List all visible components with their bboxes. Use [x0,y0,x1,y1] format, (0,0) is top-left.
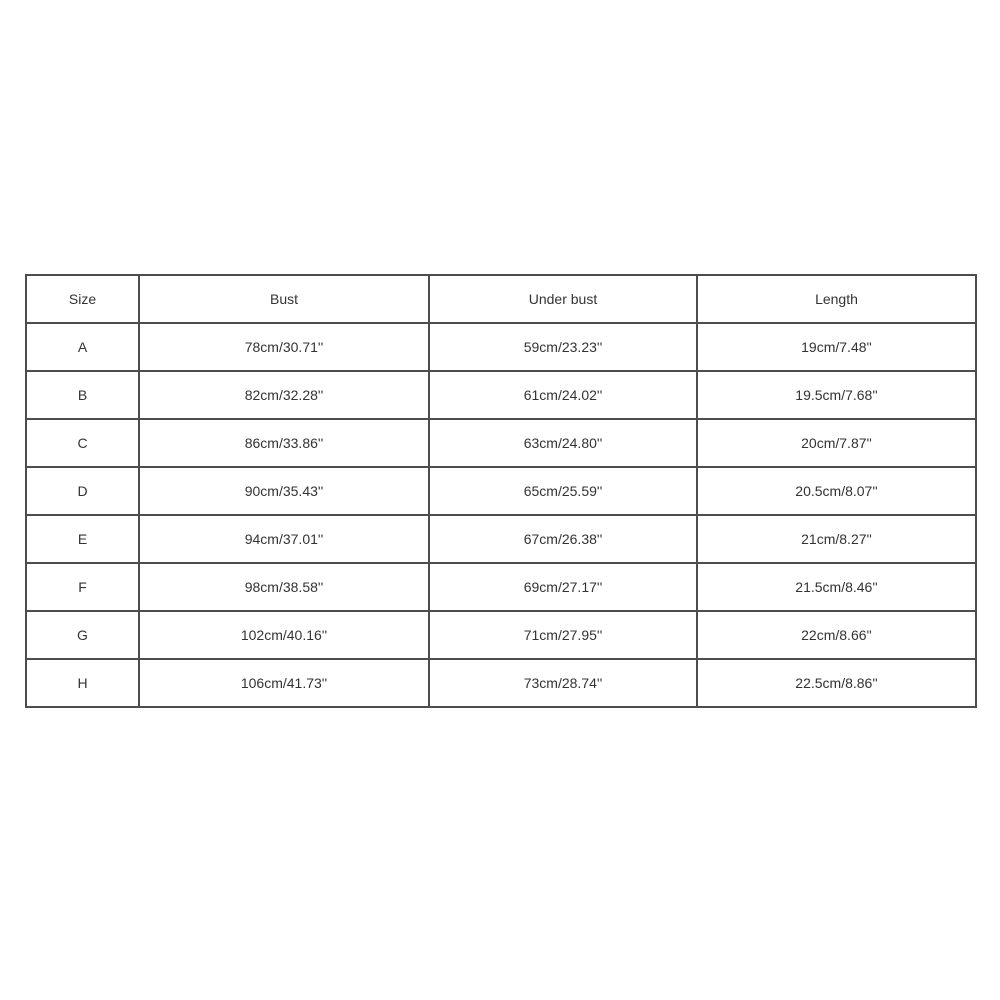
cell-length: 21.5cm/8.46'' [697,563,976,611]
cell-bust: 102cm/40.16'' [139,611,429,659]
header-length: Length [697,275,976,323]
cell-length: 19cm/7.48'' [697,323,976,371]
cell-length: 22cm/8.66'' [697,611,976,659]
cell-under-bust: 59cm/23.23'' [429,323,697,371]
table-row [26,419,976,467]
table-row [26,563,976,611]
cell-size: A [26,323,139,371]
cell-under-bust: 73cm/28.74'' [429,659,697,707]
cell-length: 21cm/8.27'' [697,515,976,563]
cell-bust: 106cm/41.73'' [139,659,429,707]
cell-bust: 82cm/32.28'' [139,371,429,419]
cell-under-bust: 67cm/26.38'' [429,515,697,563]
header-size: Size [26,275,139,323]
cell-size: E [26,515,139,563]
cell-under-bust: 69cm/27.17'' [429,563,697,611]
cell-under-bust: 65cm/25.59'' [429,467,697,515]
size-chart-table [25,274,977,708]
cell-length: 20.5cm/8.07'' [697,467,976,515]
cell-length: 20cm/7.87'' [697,419,976,467]
cell-length: 22.5cm/8.86'' [697,659,976,707]
cell-length: 19.5cm/7.68'' [697,371,976,419]
header-bust: Bust [139,275,429,323]
header-under-bust: Under bust [429,275,697,323]
cell-size: H [26,659,139,707]
table-row [26,611,976,659]
cell-size: F [26,563,139,611]
table-row [26,659,976,707]
cell-under-bust: 63cm/24.80'' [429,419,697,467]
table-row [26,515,976,563]
cell-size: D [26,467,139,515]
table-row [26,371,976,419]
cell-under-bust: 61cm/24.02'' [429,371,697,419]
cell-size: B [26,371,139,419]
cell-bust: 86cm/33.86'' [139,419,429,467]
table-row [26,323,976,371]
cell-size: C [26,419,139,467]
cell-bust: 94cm/37.01'' [139,515,429,563]
table-header-row [26,275,976,323]
cell-under-bust: 71cm/27.95'' [429,611,697,659]
table-row [26,467,976,515]
cell-bust: 78cm/30.71'' [139,323,429,371]
cell-bust: 90cm/35.43'' [139,467,429,515]
cell-bust: 98cm/38.58'' [139,563,429,611]
cell-size: G [26,611,139,659]
